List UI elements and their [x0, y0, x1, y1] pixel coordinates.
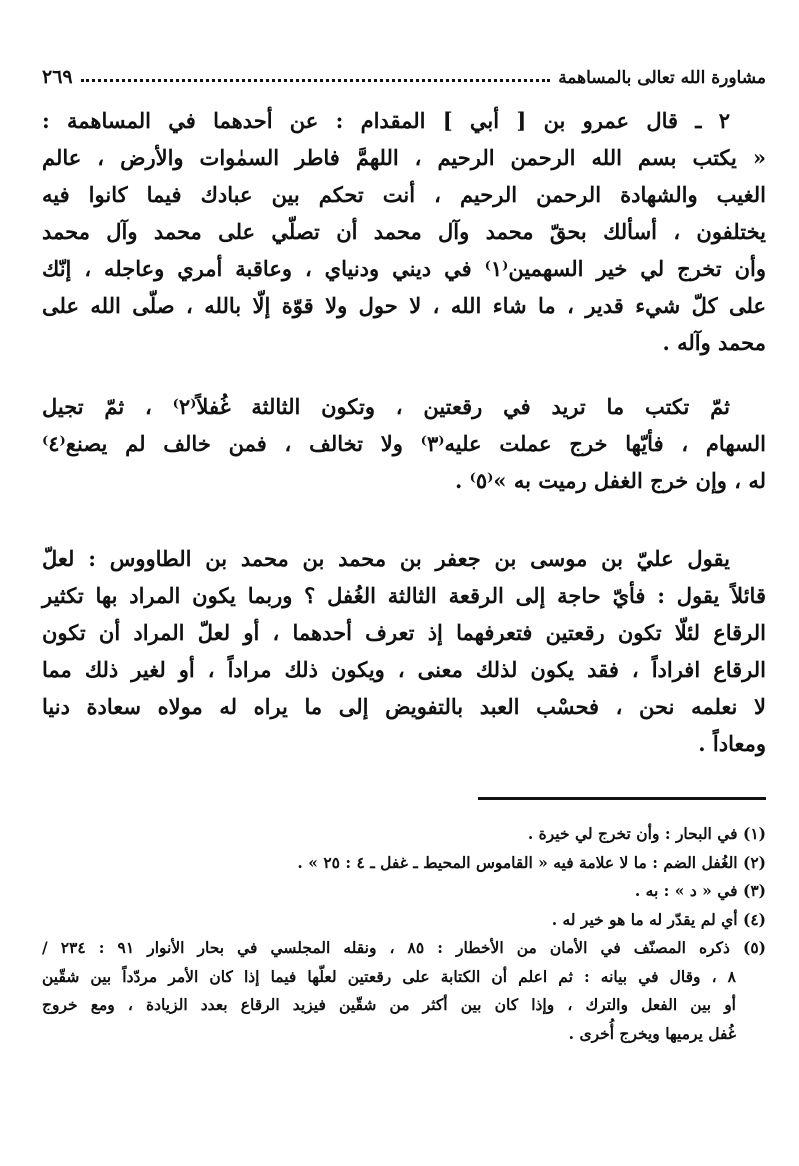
text-line: السهام ، فأيّها خرج عملت عليه⁽٣⁾ ولا تخالف ، فمن خالف لم يصنع⁽٤⁾	[42, 431, 766, 456]
running-header	[42, 58, 766, 88]
footnote-divider	[478, 797, 766, 800]
footnote-item: (٤) أي لم يقدّر له ما هو خير له .	[551, 909, 766, 929]
footnote-item: (١) في البحار : وأن تخرج لي خيرة .	[527, 824, 766, 843]
paragraph-hadith	[42, 102, 766, 361]
text-line: قائلاً يقول : فأيّ حاجة إلى الرقعة الثالثة الغُفل ؟ وربما يكون المراد بها تكثير	[42, 583, 766, 608]
paragraph-instructions	[42, 388, 766, 499]
footnote-item: (٢) الغُفل الضم : ما لا علامة فيه « القاموس المحيط ـ غفل ـ ٤ : ٢٥ » .	[297, 852, 766, 872]
text-line: وأن تخرج لي خير السهمين⁽١⁾ في ديني ودنياي ، وعاقبة أمري وعاجله ، إنّك	[42, 256, 766, 281]
text-line: الرقاع افراداً ، فقد يكون لذلك معنى ، ويكون ذلك مراداً ، أو لغير ذلك مما	[42, 657, 766, 682]
text-line: الغيب والشهادة الرحمن الرحيم ، أنت تحكم بين عبادك فيما كانوا فيه	[42, 182, 766, 207]
text-line: يقول عليّ بن موسى بن جعفر بن محمد بن محمد بن الطاووس : لعلّ	[42, 546, 730, 571]
leader-dots	[81, 79, 551, 82]
text-line: ومعاداً .	[698, 731, 766, 756]
footnote-continuation: أو بين الفعل والترك ، وإذا كان بين أكثر من شقّين فيزيد الرقاع بعدد الزيادة ، ومع خروج	[42, 995, 736, 1014]
footnote-item: (٥) ذكره المصنّف في الأمان من الأخطار : ٨٥ ، ونقله المجلسي في بحار الأنوار ٩١ : ٢٣٤ /	[42, 938, 767, 957]
footnote-continuation: ٨ ، وقال في بيانه : ثم اعلم أن الكتابة على رقعتين لعلّها فيما إذا كان الأمر مردّداً بين شقّين	[42, 966, 736, 986]
text-line: ٢ ـ قال عمرو بن [ أبي ] المقدام : عن أحدهما في المساهمة :	[42, 108, 730, 133]
text-line: محمد وآله .	[662, 330, 766, 355]
text-line: الرقاع لئلّا تكون رقعتين فتعرفهما إذ تعرف أحدهما ، أو لعلّ المراد أن تكون	[42, 620, 766, 645]
page-number: ٢٦٩	[42, 66, 73, 88]
text-line: على كلّ شيء قدير ، ما شاء الله ، لا حول ولا قوّة إلّا بالله ، صلّى الله على	[42, 293, 766, 318]
text-line: له ، وإن خرج الغفل رميت به »⁽٥⁾ .	[454, 468, 766, 493]
footnote-continuation: غُفل يرميها ويخرج أُخرى .	[568, 1023, 736, 1043]
text-line: لا نعلمه نحن ، فحسْب العبد بالتفويض إلى ما يراه له مولاه سعادة دنيا	[42, 694, 766, 719]
footnote-item: (٣) في « د » : به .	[634, 881, 766, 900]
footnotes	[42, 820, 766, 1048]
paragraph-commentary	[42, 540, 766, 762]
text-line: يختلفون ، أسألك بحقّ محمد وآل محمد أن تصلّي على محمد وآل محمد	[42, 219, 766, 244]
running-title: مشاورة الله تعالى بالمساهمة	[558, 68, 766, 88]
text-line: ثمّ تكتب ما تريد في رقعتين ، وتكون الثالثة غُفلاً⁽٢⁾ ، ثمّ تجيل	[42, 394, 730, 419]
text-line: « يكتب بسم الله الرحمن الرحيم ، اللهمَّ فاطر السمٰوات والأرض ، عالم	[42, 145, 766, 170]
